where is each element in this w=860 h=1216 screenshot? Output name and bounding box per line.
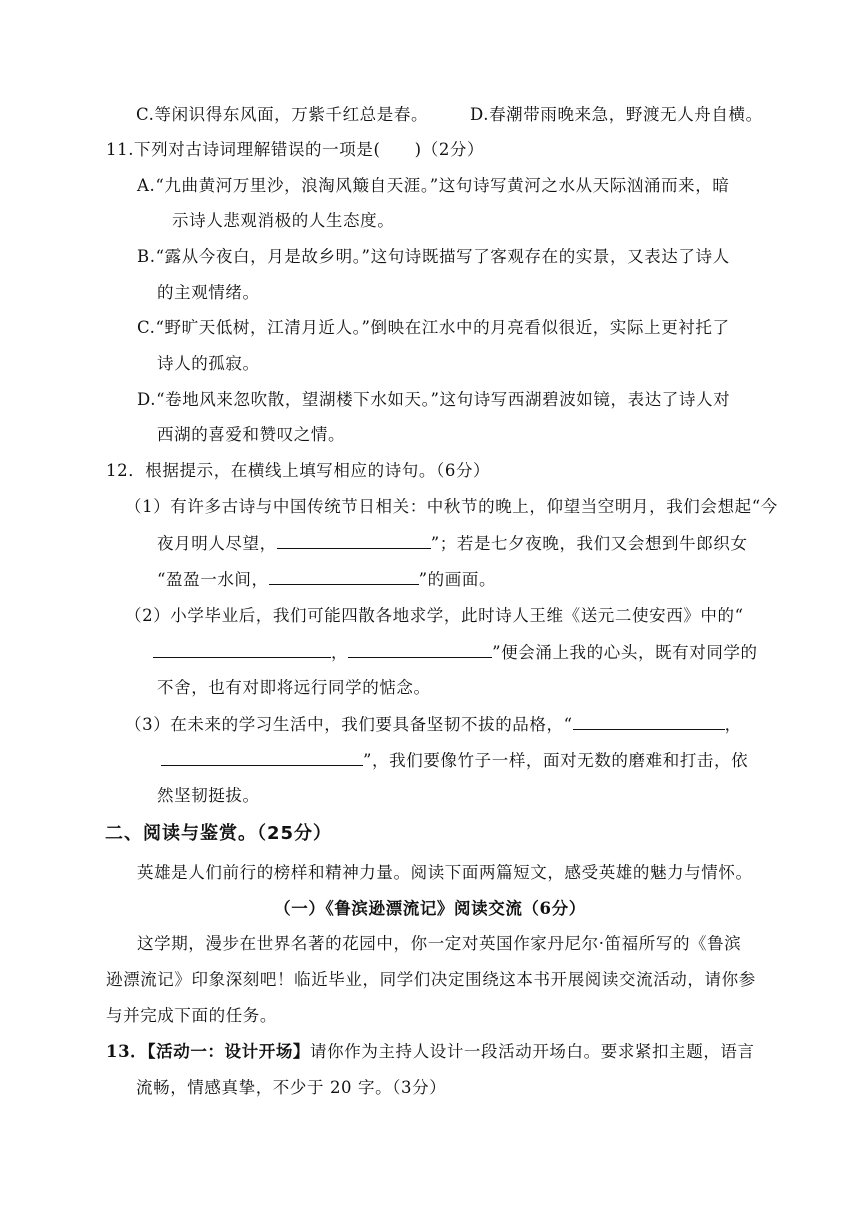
answer-blank[interactable] xyxy=(348,641,492,658)
q12-part3-line2 xyxy=(161,749,748,772)
passage-line1: 这学期，漫步在世界名著的花园中，你一定对英国作家丹尼尔·笛福所写的《鲁滨 xyxy=(137,934,742,953)
answer-blank[interactable] xyxy=(161,749,363,766)
q10-option-c: C.等闲识得东风面，万紫千红总是春。 xyxy=(136,105,429,124)
q11-option-a-line1: A.“九曲黄河万里沙，浪淘风簸自天涯。”这句诗写黄河之水从天际汹涌而来，暗 xyxy=(137,176,730,195)
q13-activity-label: 【活动一：设计开场】 xyxy=(147,1042,311,1061)
answer-blank[interactable] xyxy=(573,713,725,730)
q13-text: 请你作为主持人设计一段活动开场白。要求紧扣主题，语言 xyxy=(310,1042,755,1061)
q10-option-d: D.春潮带雨晚来急，野渡无人舟自横。 xyxy=(470,105,763,124)
q12-part1-text: ”的画面。 xyxy=(418,570,497,589)
q12-part1-line3 xyxy=(157,568,496,591)
q13-line1 xyxy=(106,1041,755,1063)
q12-part3-text: ， xyxy=(724,715,742,734)
passage-line2: 逊漂流记》印象深刻吧！临近毕业，同学们决定围绕这本书开展阅读交流活动，请你参 xyxy=(106,970,756,989)
q12-part2-text: ， xyxy=(331,643,349,662)
q11-option-b-line2: 的主观情绪。 xyxy=(157,283,260,302)
q11-option-c-line2: 诗人的孤寂。 xyxy=(157,354,260,373)
q12-part2-line3: 不舍，也有对即将远行同学的惦念。 xyxy=(157,678,431,697)
answer-blank[interactable] xyxy=(153,641,331,658)
q11-option-d-line1: D.“卷地风来忽吹散，望湖楼下水如天。”这句诗写西湖碧波如镜，表达了诗人对 xyxy=(137,390,731,409)
q12-part3-text: （3）在未来的学习生活中，我们要具备坚韧不拔的品格，“ xyxy=(125,715,573,734)
q13-line2: 流畅，情感真挚，不少于 20 字。（3分） xyxy=(136,1078,447,1097)
answer-blank[interactable] xyxy=(277,532,431,549)
q12-part3-line3: 然坚韧挺拔。 xyxy=(157,786,260,805)
q11-option-a-line2: 示诗人悲观消极的人生态度。 xyxy=(172,211,395,230)
q11-option-b-line1: B.“露从今夜白，月是故乡明。”这句诗既描写了客观存在的实景，又表达了诗人 xyxy=(137,247,730,266)
q13-number: 13． xyxy=(106,1042,148,1061)
answer-blank[interactable] xyxy=(269,568,419,585)
q12-part3-text: ”，我们要像竹子一样，面对无数的磨难和打击，依 xyxy=(363,751,749,770)
sub-heading: （一）《鲁滨逊漂流记》阅读交流（6分） xyxy=(274,899,586,918)
passage-line3: 与并完成下面的任务。 xyxy=(106,1006,277,1025)
q11-stem: 11.下列对古诗词理解错误的一项是( )（2分） xyxy=(106,140,485,159)
q12-part2-line2 xyxy=(153,641,758,664)
section-intro: 英雄是人们前行的榜样和精神力量。阅读下面两篇短文，感受英雄的魅力与情怀。 xyxy=(137,863,753,882)
q12-part1-line2 xyxy=(157,532,748,555)
q12-part1-text: “盈盈一水间， xyxy=(157,570,269,589)
q11-option-c-line1: C.“野旷天低树，江清月近人。”倒映在江水中的月亮看似很近，实际上更衬托了 xyxy=(137,318,730,337)
section-heading: 二、阅读与鉴赏。（25分） xyxy=(105,823,333,844)
q12-part3-line1 xyxy=(125,713,742,736)
q12-part1-text: ”；若是七夕夜晚，我们又会想到牛郎织女 xyxy=(430,534,748,553)
q12-part2-text: ”便会涌上我的心头，既有对同学的 xyxy=(492,643,758,662)
q12-part2-line1: （2）小学毕业后，我们可能四散各地求学，此时诗人王维《送元二使安西》中的“ xyxy=(125,606,744,625)
q11-option-d-line2: 西湖的喜爱和赞叹之情。 xyxy=(157,425,346,444)
q12-part1-text: 夜月明人尽望， xyxy=(157,534,277,553)
q12-stem: 12．根据提示，在横线上填写相应的诗句。（6分） xyxy=(106,461,491,480)
q12-part1-line1: （1）有许多古诗与中国传统节日相关：中秋节的晚上，仰望当空明月，我们会想起“今 xyxy=(125,497,778,516)
